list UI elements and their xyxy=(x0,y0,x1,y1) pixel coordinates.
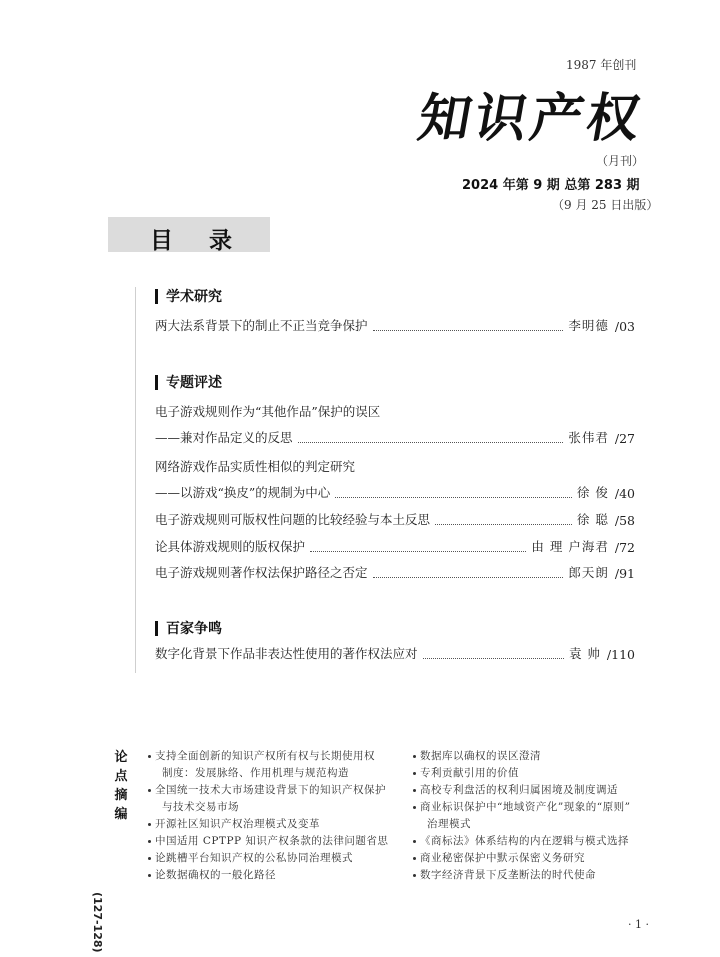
section-label: 专题评述 xyxy=(166,375,222,391)
bullet-icon xyxy=(148,789,151,792)
entry-title: 电子游戏规则著作权法保护路径之否定 xyxy=(155,565,368,580)
toc-entry[interactable] xyxy=(155,644,635,662)
founded-year: 1987 年创刊 xyxy=(566,58,637,72)
bullet-icon xyxy=(148,874,151,877)
entry-page: /03 xyxy=(614,319,635,334)
abstract-item[interactable]: 专利贡献引用的价值 xyxy=(413,765,630,782)
entry-title: ——以游戏“换皮”的规制为中心 xyxy=(155,485,331,500)
section-marker xyxy=(155,375,158,390)
section-label: 百家争鸣 xyxy=(166,621,222,637)
abstract-item[interactable]: 高校专利盘活的权利归属困境及制度调适 xyxy=(413,782,630,799)
publication-date: （9 月 25 日出版） xyxy=(552,198,659,212)
abstract-item[interactable]: 中国适用 CPTPP 知识产权条款的法律问题省思 xyxy=(148,833,388,850)
bullet-icon xyxy=(413,789,416,792)
entry-title: 电子游戏规则可版权性问题的比较经验与本土反思 xyxy=(155,512,431,527)
abstract-item[interactable]: 商业标识保护中“地域资产化”现象的“原则” xyxy=(413,799,630,816)
leader-dots xyxy=(310,551,526,552)
entry-title: 数字化背景下作品非表达性使用的著作权法应对 xyxy=(155,646,418,661)
entry-author: 徐 俊 xyxy=(576,485,609,500)
section-marker xyxy=(155,289,158,304)
abstract-item[interactable]: 论跳槽平台知识产权的公私协同治理模式 xyxy=(148,850,388,867)
section-title-academic xyxy=(155,286,222,306)
bullet-icon xyxy=(413,874,416,877)
entry-title: ——兼对作品定义的反思 xyxy=(155,430,293,445)
abstract-item-cont: 制度：发展脉络、作用机理与规范构造 xyxy=(162,767,349,779)
toc-entry[interactable] xyxy=(155,563,635,581)
leader-dots xyxy=(335,497,572,498)
bullet-icon xyxy=(148,840,151,843)
abstract-item[interactable]: 数据库以确权的误区澄清 xyxy=(413,748,630,765)
entry-title: 两大法系背景下的制止不正当竞争保护 xyxy=(155,318,368,333)
leader-dots xyxy=(298,442,564,443)
frequency: （月刊） xyxy=(596,154,645,168)
page-number: · 1 · xyxy=(628,918,649,931)
abstracts-right-column xyxy=(413,748,630,884)
abstract-item[interactable]: 开源社区知识产权治理模式及变革 xyxy=(148,816,388,833)
entry-page: /110 xyxy=(606,647,635,662)
issue-number: 2024 年第 9 期 总第 283 期 xyxy=(462,178,640,193)
toc-entry[interactable] xyxy=(155,537,635,555)
entry-title: 论具体游戏规则的版权保护 xyxy=(155,539,306,554)
entry-page: /40 xyxy=(614,486,635,501)
bullet-icon xyxy=(148,823,151,826)
entry-page: /72 xyxy=(614,540,635,555)
abstract-item-cont: 治理模式 xyxy=(427,818,471,830)
entry-author: 张伟君 xyxy=(568,430,609,445)
entry-title-line1: 电子游戏规则作为“其他作品”保护的误区 xyxy=(155,404,381,419)
entry-author: 由 理 户海君 xyxy=(531,539,609,554)
leader-dots xyxy=(373,577,564,578)
abstract-item[interactable]: 全国统一技术大市场建设背景下的知识产权保护 xyxy=(148,782,388,799)
section-divider-line xyxy=(135,287,136,673)
journal-title: 知识产权 xyxy=(413,88,649,149)
abstracts-left-column xyxy=(148,748,388,884)
section-label: 学术研究 xyxy=(166,289,222,305)
abstract-item[interactable]: 论数据确权的一般化路径 xyxy=(148,867,388,884)
toc-entry[interactable] xyxy=(155,510,635,528)
section-title-debate xyxy=(155,618,222,638)
toc-entry[interactable] xyxy=(155,316,635,334)
entry-page: /91 xyxy=(614,566,635,581)
entry-author: 李明德 xyxy=(568,318,609,333)
contents-heading: 目 录 xyxy=(150,228,247,254)
bullet-icon xyxy=(413,840,416,843)
toc-entry[interactable] xyxy=(155,428,635,446)
bullet-icon xyxy=(413,857,416,860)
abstract-item[interactable]: 《商标法》体系结构的内在逻辑与模式选择 xyxy=(413,833,630,850)
bullet-icon xyxy=(148,857,151,860)
section-marker xyxy=(155,621,158,636)
leader-dots xyxy=(373,330,564,331)
abstract-item-cont: 与技术交易市场 xyxy=(162,801,239,813)
abstract-item[interactable]: 支持全面创新的知识产权所有权与长期使用权 xyxy=(148,748,388,765)
entry-author: 袁 帅 xyxy=(568,646,601,661)
abstracts-page-range: (127-128) xyxy=(91,892,104,953)
entry-page: /27 xyxy=(614,431,635,446)
entry-author: 郎天朗 xyxy=(568,565,609,580)
bullet-icon xyxy=(148,755,151,758)
entry-title-line1: 网络游戏作品实质性相似的判定研究 xyxy=(155,459,356,474)
bullet-icon xyxy=(413,772,416,775)
abstract-item[interactable]: 数字经济背景下反垄断法的时代使命 xyxy=(413,867,630,884)
toc-entry[interactable] xyxy=(155,483,635,501)
section-title-special-review xyxy=(155,372,222,392)
entry-page: /58 xyxy=(614,513,635,528)
leader-dots xyxy=(423,658,564,659)
bullet-icon xyxy=(413,806,416,809)
entry-author: 徐 聪 xyxy=(576,512,609,527)
abstract-item[interactable]: 商业秘密保护中默示保密义务研究 xyxy=(413,850,630,867)
abstracts-heading: 论点摘编 xyxy=(114,750,128,822)
leader-dots xyxy=(435,524,572,525)
bullet-icon xyxy=(413,755,416,758)
